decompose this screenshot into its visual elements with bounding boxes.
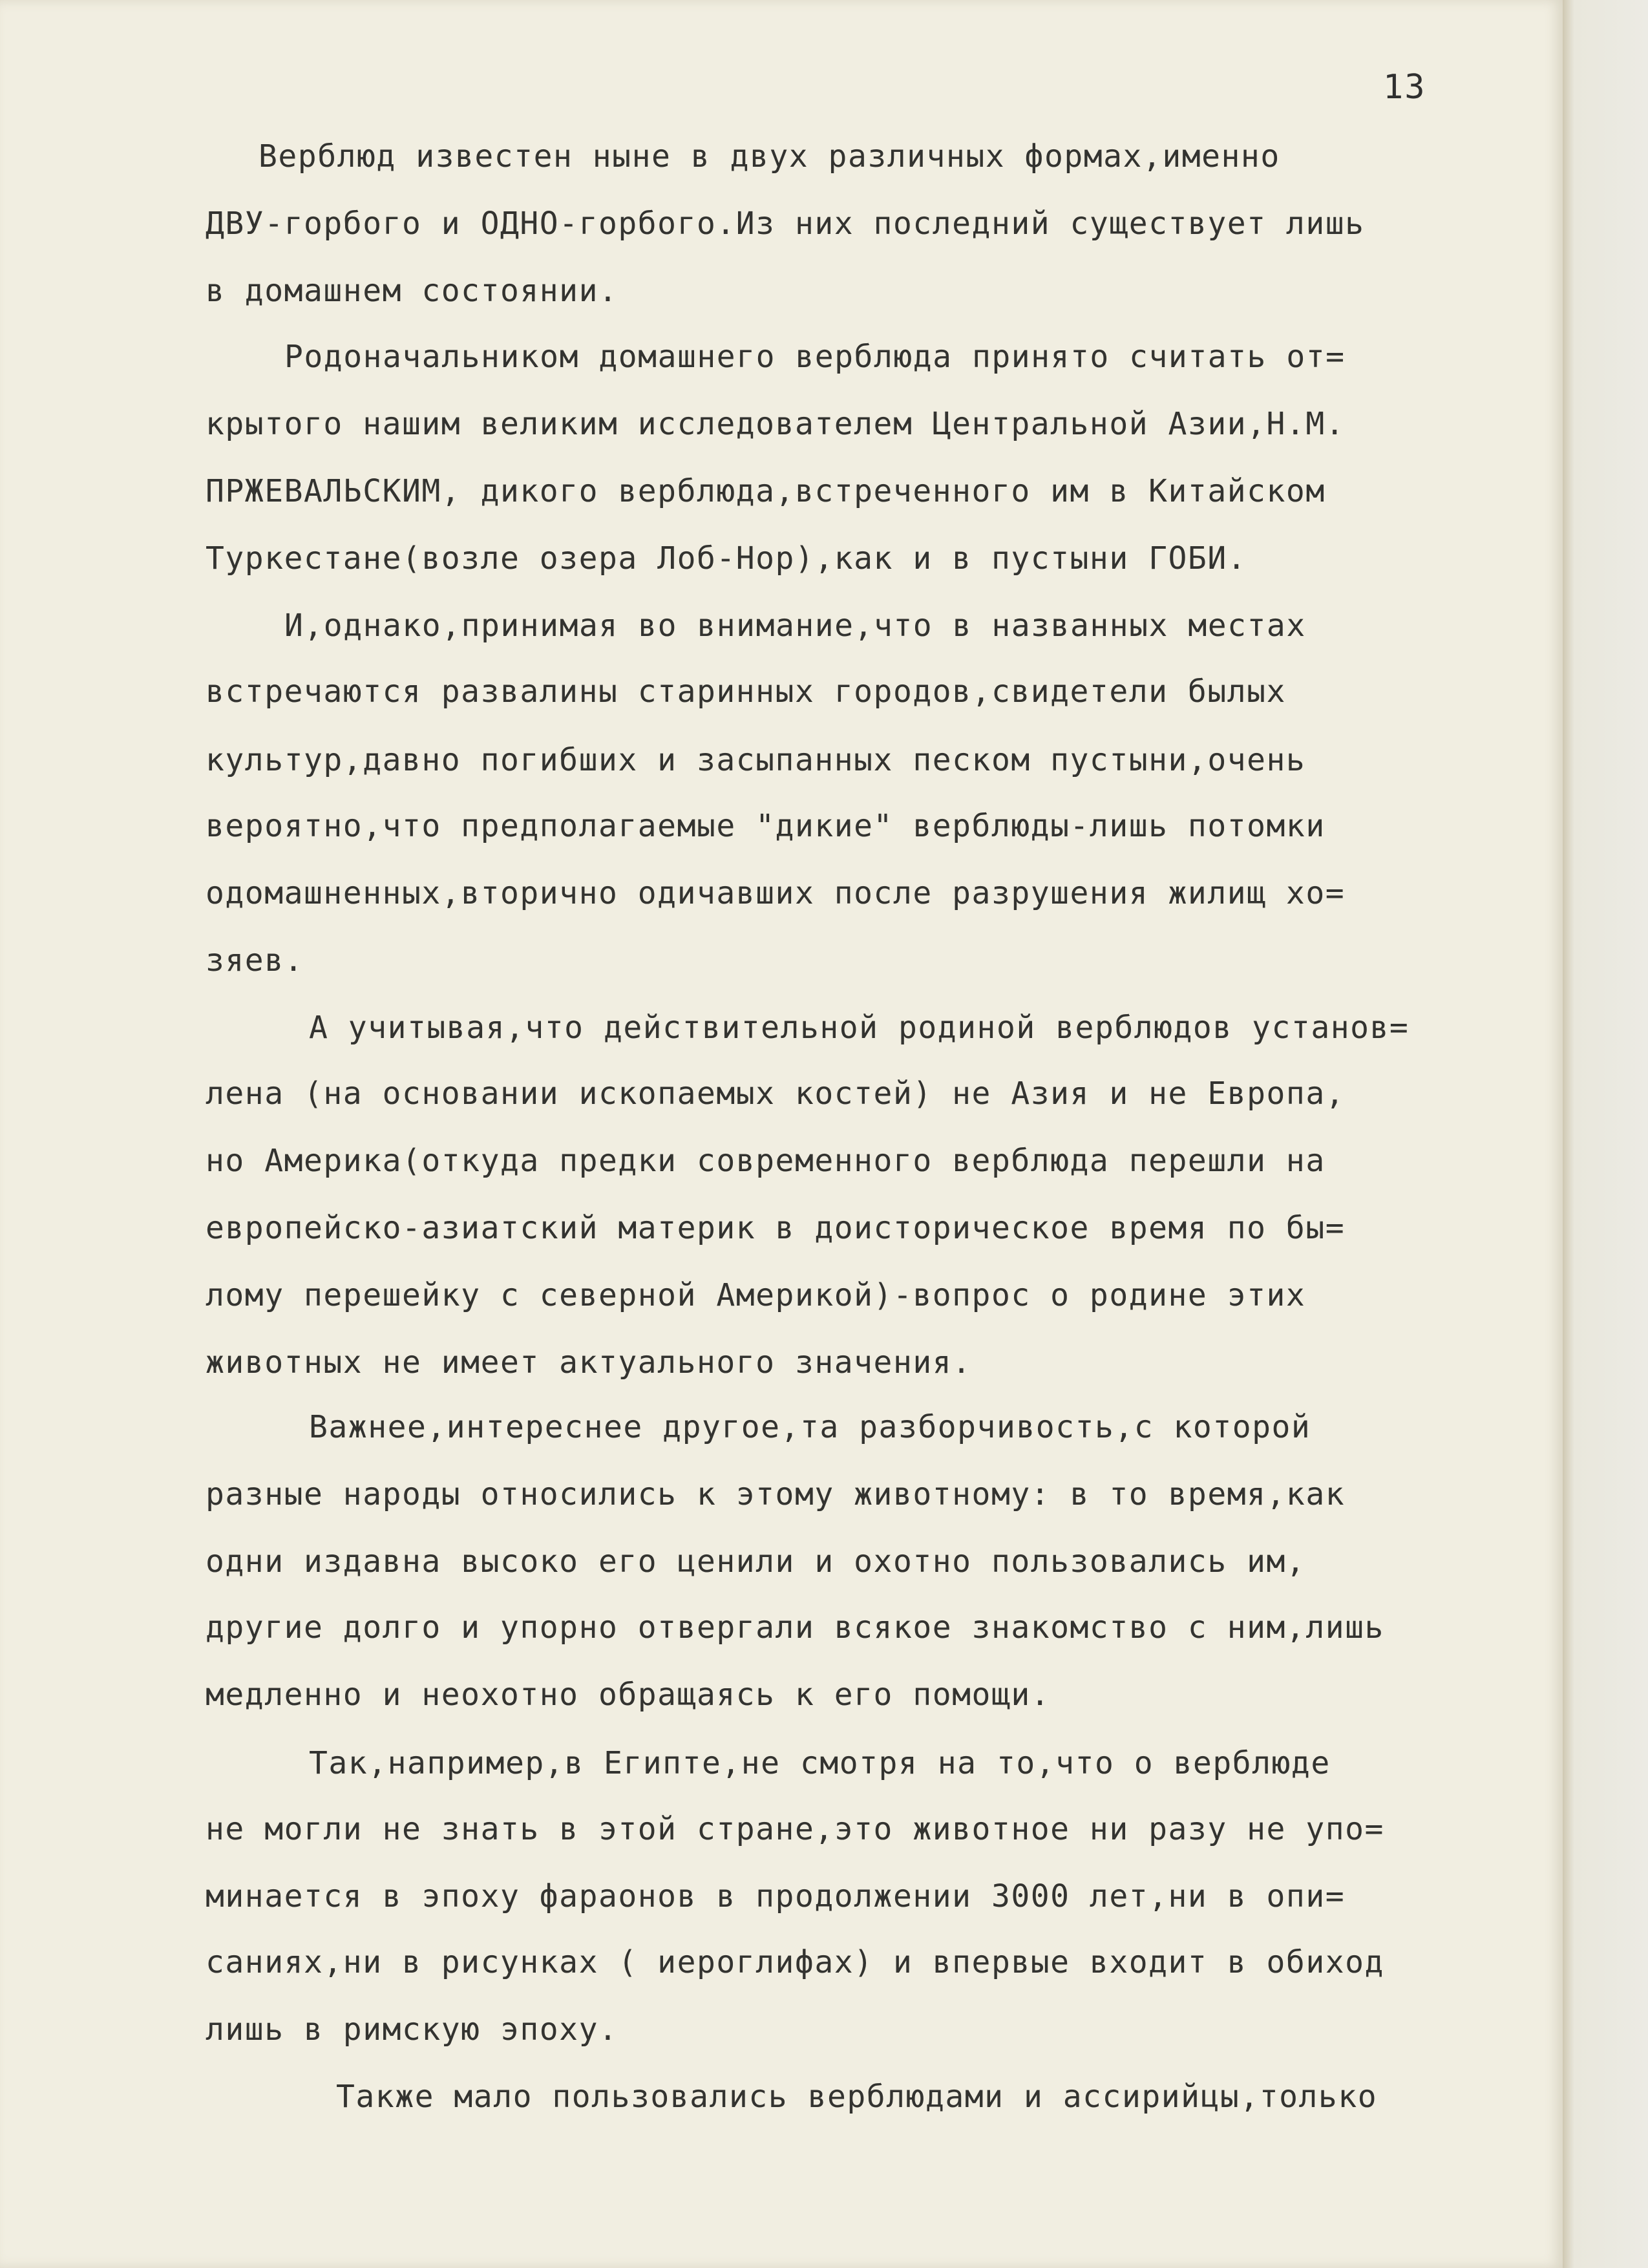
text-line: лому перешейку с северной Америкой)-вопрос о родине этих [206, 1277, 1306, 1313]
text-line: Родоначальником домашнего верблюда принято считать от= [284, 339, 1346, 375]
text-line: Туркестане(возле озера Лоб-Нор),как и в пустыни ГОБИ. [206, 540, 1247, 577]
text-line: лена (на основании ископаемых костей) не Азия и не Европа, [206, 1076, 1346, 1112]
text-line: не могли не знать в этой стране,это животное ни разу не упо= [206, 1811, 1384, 1847]
text-line: саниях,ни в рисунках ( иероглифах) и впервые входит в обиход [206, 1944, 1384, 1980]
text-line: животных не имеет актуального значения. [206, 1344, 972, 1381]
text-line: Также мало пользовались верблюдами и ассирийцы,только [336, 2079, 1378, 2115]
text-line: Важнее,интереснее другое,та разборчивость,с которой [309, 1409, 1311, 1445]
text-line: европейско-азиатский материк в доисторическое время по бы= [206, 1210, 1346, 1246]
text-line: но Америка(откуда предки современного верблюда перешли на [206, 1143, 1326, 1179]
text-line: одни издавна высоко его ценили и охотно пользовались им, [206, 1543, 1306, 1580]
text-line: И,однако,принимая во внимание,что в названных местах [284, 608, 1306, 644]
text-line: другие долго и упорно отвергали всякое знакомство с ним,лишь [206, 1609, 1384, 1646]
text-line: лишь в римскую эпоху. [206, 2011, 618, 2048]
text-line: вероятно,что предполагаемые "дикие" верблюды-лишь потомки [206, 808, 1326, 844]
text-line: медленно и неохотно обращаясь к его помощи. [206, 1677, 1051, 1713]
text-line: ПРЖЕВАЛЬСКИМ, дикого верблюда,встреченного им в Китайском [206, 473, 1326, 509]
text-line: ДВУ-горбого и ОДНО-горбого.Из них последний существует лишь [206, 206, 1365, 242]
background-edge [1563, 0, 1648, 2268]
text-line: в домашнем состоянии. [206, 273, 618, 309]
text-line: зяев. [206, 942, 304, 979]
text-line: одомашненных,вторично одичавших после разрушения жилищ хо= [206, 875, 1346, 911]
page-number: 13 [1383, 68, 1426, 107]
text-line: минается в эпоху фараонов в продолжении 3000 лет,ни в опи= [206, 1878, 1346, 1914]
text-line: Так,например,в Египте,не смотря на то,что о верблюде [309, 1745, 1331, 1781]
text-line: А учитывая,что действительной родиной верблюдов установ= [309, 1010, 1410, 1046]
text-line: культур,давно погибших и засыпанных песком пустыни,очень [206, 742, 1306, 778]
text-line: Верблюд известен ныне в двух различных формах,именно [259, 138, 1280, 175]
text-line: крытого нашим великим исследователем Центральной Азии,Н.М. [206, 406, 1346, 442]
text-line: разные народы относились к этому животному: в то время,как [206, 1476, 1346, 1512]
text-line: встречаются развалины старинных городов,свидетели былых [206, 673, 1286, 710]
